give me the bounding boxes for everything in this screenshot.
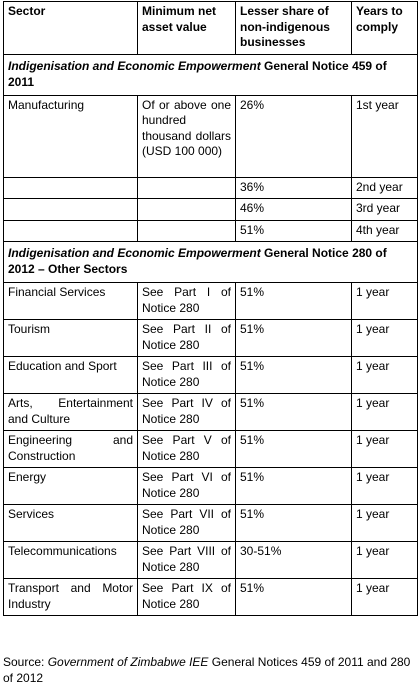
min-value-cell: See Part V of Notice 280 bbox=[138, 431, 236, 468]
table-row bbox=[4, 542, 418, 579]
share-cell: 51% bbox=[236, 394, 352, 431]
years-cell: 1st year bbox=[352, 95, 418, 177]
sector-cell bbox=[4, 199, 138, 221]
table-row bbox=[4, 357, 418, 394]
source-note bbox=[3, 654, 417, 686]
sector-cell: Transport and Motor Industry bbox=[4, 579, 138, 616]
table-row bbox=[4, 320, 418, 357]
section-row-notice-280 bbox=[4, 242, 418, 283]
share-cell: 51% bbox=[236, 357, 352, 394]
years-cell: 4th year bbox=[352, 220, 418, 242]
sector-cell: Engineering and Construction bbox=[4, 431, 138, 468]
share-cell: 51% bbox=[236, 220, 352, 242]
sector-cell: Arts, Entertainment and Culture bbox=[4, 394, 138, 431]
sector-compliance-table bbox=[3, 1, 418, 616]
min-value-cell bbox=[138, 199, 236, 221]
table-row bbox=[4, 95, 418, 177]
min-value-cell bbox=[138, 220, 236, 242]
min-value-cell: See Part II of Notice 280 bbox=[138, 320, 236, 357]
table-row bbox=[4, 431, 418, 468]
min-value-cell: See Part III of Notice 280 bbox=[138, 357, 236, 394]
years-cell: 1 year bbox=[352, 542, 418, 579]
source-rest: General Notices 459 of 2011 and 280 of 2012 bbox=[3, 655, 411, 685]
sector-cell: Manufacturing bbox=[4, 95, 138, 177]
share-cell: 30-51% bbox=[236, 542, 352, 579]
header-share: Lesser share of non-indigenous businesses bbox=[236, 2, 352, 55]
table-row bbox=[4, 468, 418, 505]
table-header-row bbox=[4, 2, 418, 55]
source-prefix: Source: bbox=[3, 655, 48, 669]
min-value-cell: See Part IX of Notice 280 bbox=[138, 579, 236, 616]
header-sector: Sector bbox=[4, 2, 138, 55]
table-row bbox=[4, 394, 418, 431]
min-value-cell: See Part VII of Notice 280 bbox=[138, 505, 236, 542]
section-title-rest: General Notice 280 of 2012 – Other Sectors bbox=[8, 246, 387, 276]
share-cell: 51% bbox=[236, 320, 352, 357]
section-title-italic: Indigenisation and Economic Empowerment bbox=[8, 58, 261, 73]
min-value-cell: See Part IV of Notice 280 bbox=[138, 394, 236, 431]
sector-cell: Tourism bbox=[4, 320, 138, 357]
header-years: Years to comply bbox=[352, 2, 418, 55]
sector-cell bbox=[4, 220, 138, 242]
share-cell: 51% bbox=[236, 505, 352, 542]
header-min-value: Minimum net asset value bbox=[138, 2, 236, 55]
sector-cell: Education and Sport bbox=[4, 357, 138, 394]
min-value-cell: See Part VI of Notice 280 bbox=[138, 468, 236, 505]
share-cell: 51% bbox=[236, 468, 352, 505]
min-value-cell: See Part VIII of Notice 280 bbox=[138, 542, 236, 579]
section-title-rest: General Notice 459 of 2011 bbox=[8, 58, 387, 89]
table-row bbox=[4, 220, 418, 242]
sector-cell bbox=[4, 177, 138, 199]
sector-cell: Energy bbox=[4, 468, 138, 505]
sector-cell: Services bbox=[4, 505, 138, 542]
share-cell: 51% bbox=[236, 283, 352, 320]
source-italic: Government of Zimbabwe IEE bbox=[47, 655, 209, 669]
years-cell: 1 year bbox=[352, 505, 418, 542]
share-cell: 51% bbox=[236, 431, 352, 468]
years-cell: 3rd year bbox=[352, 199, 418, 221]
table-row bbox=[4, 177, 418, 199]
section-title-notice-280 bbox=[4, 242, 418, 283]
sector-cell: Telecommunications bbox=[4, 542, 138, 579]
min-value-cell bbox=[138, 177, 236, 199]
years-cell: 1 year bbox=[352, 283, 418, 320]
years-cell: 1 year bbox=[352, 394, 418, 431]
min-value-cell: Of or above one hundred thousand dollars (USD 100 000) bbox=[138, 95, 236, 177]
years-cell: 1 year bbox=[352, 579, 418, 616]
years-cell: 1 year bbox=[352, 468, 418, 505]
table-row bbox=[4, 579, 418, 616]
sector-cell: Financial Services bbox=[4, 283, 138, 320]
table-row bbox=[4, 199, 418, 221]
years-cell: 1 year bbox=[352, 431, 418, 468]
min-value-cell: See Part I of Notice 280 bbox=[138, 283, 236, 320]
table-row bbox=[4, 505, 418, 542]
section-title-italic: Indigenisation and Economic Empowerment bbox=[8, 246, 261, 260]
years-cell: 1 year bbox=[352, 320, 418, 357]
years-cell: 1 year bbox=[352, 357, 418, 394]
years-cell: 2nd year bbox=[352, 177, 418, 199]
share-cell: 36% bbox=[236, 177, 352, 199]
section-row-notice-459 bbox=[4, 54, 418, 95]
table-row bbox=[4, 283, 418, 320]
share-cell: 26% bbox=[236, 95, 352, 177]
section-title-notice-459 bbox=[4, 54, 418, 95]
share-cell: 51% bbox=[236, 579, 352, 616]
share-cell: 46% bbox=[236, 199, 352, 221]
